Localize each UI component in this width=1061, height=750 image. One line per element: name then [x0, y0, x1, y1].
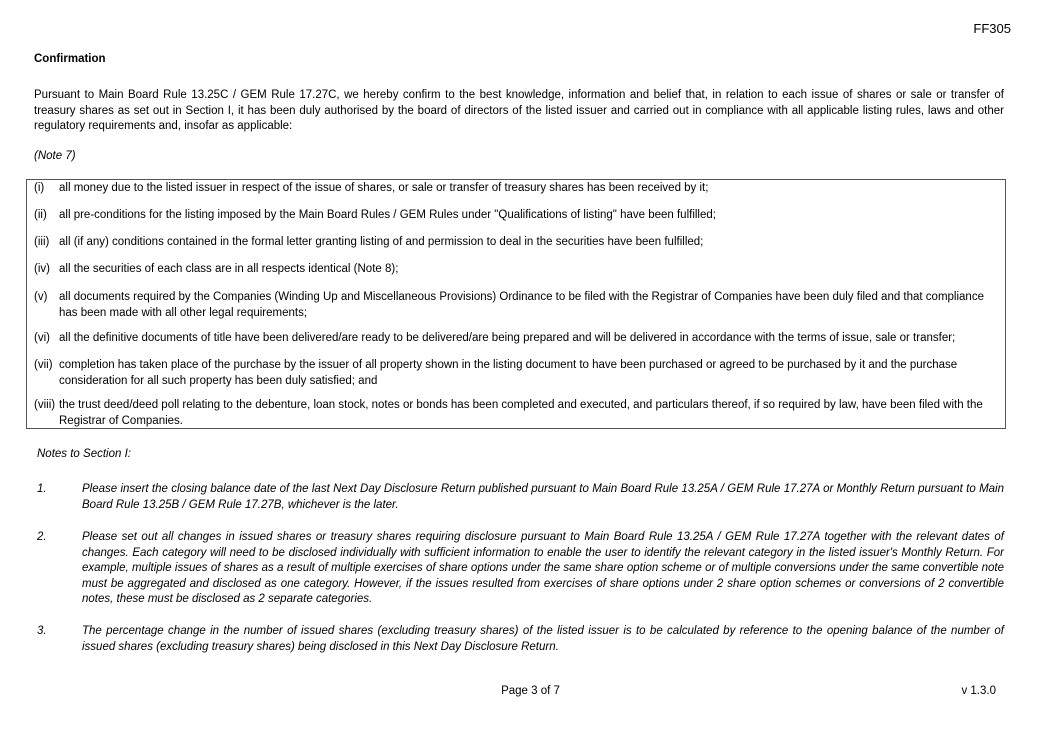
item-number: (iii)	[34, 236, 50, 248]
note-item	[37, 482, 1004, 513]
note-reference: (Note 7)	[34, 150, 76, 162]
section-heading: Confirmation	[34, 53, 106, 65]
version-label: v 1.3.0	[961, 685, 996, 697]
confirmation-item	[34, 290, 999, 321]
note-number: 2.	[37, 531, 47, 543]
intro-paragraph: Pursuant to Main Board Rule 13.25C / GEM Rule 17.27C, we hereby confirm to the best knowledge, information and belief that, in relation to each issue of shares or sale or transfer of treasury shares as set out in Section I, it has been duly authorised by the board of directors of the listed issuer and carried out in compliance with all applicable listing rules, laws and other regulatory requirements and, insofar as applicable:	[34, 89, 1004, 132]
item-number: (vii)	[34, 359, 53, 371]
item-text: the trust deed/deed poll relating to the debenture, loan stock, notes or bonds has been completed and executed, and particulars thereof, if so required by law, have been filed with the Registrar of Companies.	[59, 399, 983, 427]
note-number: 1.	[37, 483, 47, 495]
item-number: (viii)	[34, 399, 56, 411]
note-text: Please set out all changes in issued shares or treasury shares requiring disclosure pursuant to Main Board Rule 13.25A / GEM Rule 17.27A together with the relevant dates of changes. Each category will need to be disclosed individually with sufficient information to enable the user to identify the relevant category in the listed issuer's Monthly Return. For example, multiple issues of shares as a result of multiple exercises of share options under the same share option scheme or of multiple conversions under the same convertible note must be aggregated and disclosed as one category. However, if the issues resulted from exercises of share options under 2 share option schemes or conversions of 2 convertible notes, these must be disclosed as 2 separate categories.	[82, 531, 1004, 605]
item-number: (iv)	[34, 263, 50, 275]
item-number: (ii)	[34, 209, 47, 221]
item-number: (v)	[34, 291, 48, 303]
note-text: Please insert the closing balance date of the last Next Day Disclosure Return published pursuant to Main Board Rule 13.25A / GEM Rule 17.27A or Monthly Return pursuant to Main Board Rule 13.25B / GEM Rule 17.27B, whichever is the later.	[82, 483, 1004, 511]
item-number: (vi)	[34, 332, 50, 344]
item-text: all the definitive documents of title have been delivered/are ready to be delivered/are being prepared and will be delivered in accordance with the terms of issue, sale or transfer;	[59, 332, 956, 344]
note-item	[37, 530, 1004, 608]
confirmation-item	[34, 235, 999, 251]
item-number: (i)	[34, 182, 45, 194]
note-text: The percentage change in the number of issued shares (excluding treasury shares) of the listed issuer is to be calculated by reference to the opening balance of the number of issued shares (excluding treasury shares) being disclosed in this Next Day Disclosure Return.	[82, 625, 1004, 653]
item-text: all documents required by the Companies (Winding Up and Miscellaneous Provisions) Ordinance to be filed with the Registrar of Companies have been duly filed and that compliance has been made with all other legal requirements;	[59, 291, 984, 319]
item-text: all the securities of each class are in all respects identical (Note 8);	[59, 263, 399, 275]
item-text: all (if any) conditions contained in the formal letter granting listing of and permission to deal in the securities have been fulfilled;	[59, 236, 704, 248]
page-number: Page 3 of 7	[501, 685, 560, 697]
confirmation-item	[34, 358, 999, 389]
confirmation-item	[34, 398, 999, 429]
form-code: FF305	[973, 21, 1011, 36]
note-item	[37, 624, 1004, 655]
confirmation-item	[34, 331, 999, 347]
item-text: all pre-conditions for the listing imposed by the Main Board Rules / GEM Rules under "Qualifications of listing" have been fulfilled;	[59, 209, 716, 221]
confirmation-item	[34, 208, 999, 224]
item-text: all money due to the listed issuer in respect of the issue of shares, or sale or transfer of treasury shares has been received by it;	[59, 182, 709, 194]
confirmation-item	[34, 262, 999, 278]
confirmation-item	[34, 181, 999, 197]
item-text: completion has taken place of the purchase by the issuer of all property shown in the listing document to have been purchased or agreed to be purchased by it and the purchase consideration for all such property has been duly satisfied; and	[59, 359, 958, 387]
note-number: 3.	[37, 625, 47, 637]
notes-title: Notes to Section I:	[37, 448, 131, 460]
